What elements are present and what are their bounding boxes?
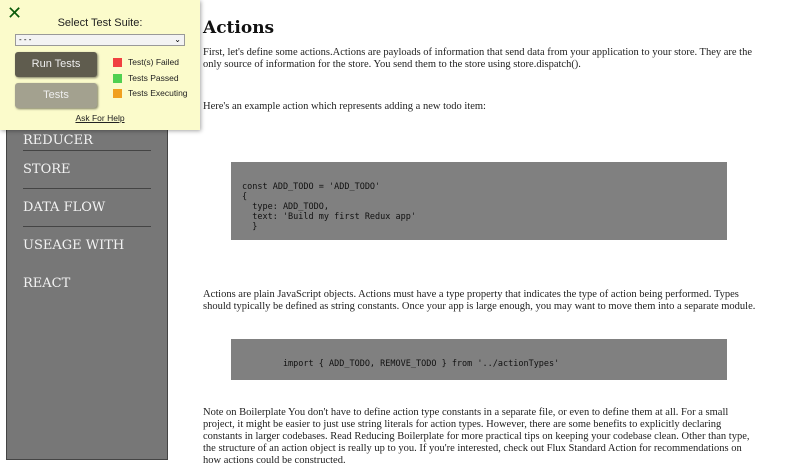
tests-button[interactable]: Tests bbox=[15, 83, 97, 108]
code-block: const ADD_TODO = 'ADD_TODO' { type: ADD_TODO, text: 'Build my first Redux app' } bbox=[231, 162, 727, 240]
paragraph: Note on Boilerplate You don't have to define action type constants in a separate file, or even to define them at all. For a small project, it might be easier to just use string literals for action types. However, there are some benefits to explicitly declaring constants in larger codebases. Read Reducing Boilerplate for more practical tips on keeping your codebase clean. Other than type, the structure of an action object is really up to you. If you're interested, check out Flux Standard Action for recommendations on how actions could be constructed. bbox=[203, 407, 750, 466]
paragraph: First, let's define some actions.Actions are payloads of information that send data from your application to your store. They are the only source of information for the store. You send them to the store using store.dispatch(). bbox=[203, 47, 753, 70]
divider bbox=[23, 226, 151, 227]
nav-item-store[interactable]: STORE bbox=[23, 162, 71, 177]
paragraph: Actions are plain JavaScript objects. Actions must have a type property that indicates the type of action being performed. Types should typically be defined as string constants. Once your app is large enough, you may want to move them into a separate module. bbox=[203, 289, 756, 312]
failed-swatch bbox=[113, 58, 122, 67]
paragraph: Here's an example action which represents adding a new todo item: bbox=[203, 101, 486, 112]
legend-passed bbox=[113, 73, 179, 83]
divider bbox=[23, 150, 151, 151]
nav-item-data-flow[interactable]: DATA FLOW bbox=[23, 200, 106, 215]
select-value: - - - bbox=[19, 35, 32, 44]
code-block: import { ADD_TODO, REMOVE_TODO } from '../actionTypes' bbox=[231, 339, 727, 380]
executing-swatch bbox=[113, 89, 122, 98]
passed-swatch bbox=[113, 74, 122, 83]
legend-executing bbox=[113, 88, 188, 98]
divider bbox=[23, 188, 151, 189]
nav-item-useage-with[interactable]: USEAGE WITH bbox=[23, 238, 125, 253]
nav-item-react[interactable]: REACT bbox=[23, 276, 71, 291]
test-suite-select[interactable] bbox=[15, 34, 185, 46]
test-suite-panel bbox=[0, 0, 200, 130]
run-tests-button[interactable]: Run Tests bbox=[15, 52, 97, 77]
panel-title: Select Test Suite: bbox=[57, 17, 143, 29]
chevron-down-icon: ⌄ bbox=[174, 35, 181, 44]
legend-label: Tests Executing bbox=[128, 88, 188, 98]
close-icon[interactable]: ✕ bbox=[7, 3, 23, 24]
page-title: Actions bbox=[203, 18, 275, 38]
legend-failed bbox=[113, 57, 179, 67]
ask-for-help-link[interactable]: Ask For Help bbox=[75, 113, 125, 123]
legend-label: Tests Passed bbox=[128, 73, 179, 83]
legend-label: Test(s) Failed bbox=[128, 57, 180, 67]
nav-item-reducer[interactable]: REDUCER bbox=[23, 133, 93, 148]
